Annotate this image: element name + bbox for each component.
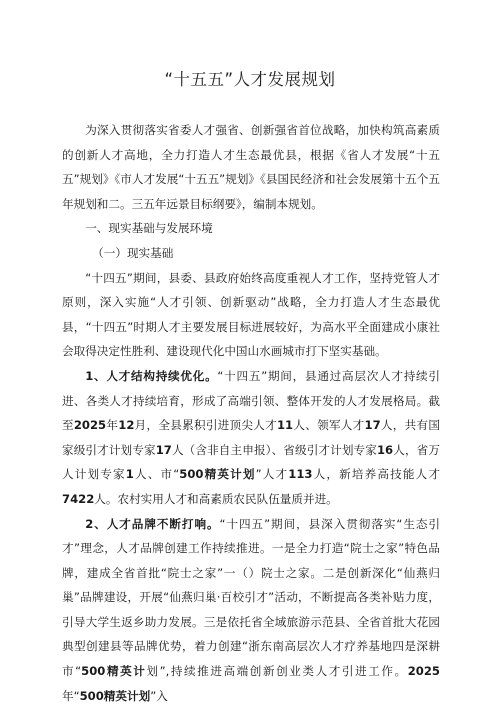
item1-text-run: ”人才 (256, 467, 289, 481)
item2-text-run: “十四五”期间，县深入贯彻落实“生态引才”理念，人才品牌创建工作持续推进。一是全力打造“院士之家”特色品牌，建成全省首批“院士之家”一（）院士之家。二是创新深化“仙燕归巢”品牌建设，开展“仙燕归巢·百校引才”活动，不断提高各类补贴力度，引导大学生返乡助力发展。三是依托省全域旅游示范县、全省首批大花园典型创建县等品牌优势，着力创建“浙东南高层次人才疗养基地四是深耕市“ (62, 517, 440, 679)
item1-text-run: 月，全县累积引进顶尖人才 (134, 418, 277, 432)
item1-text-run: 人（含非自主申报）、省级引才计划专家 (172, 443, 377, 457)
item1-text-run: 1 (126, 467, 134, 481)
item2-text-run: 2025 (408, 664, 440, 678)
item1-text-run: 人、市“ (134, 467, 179, 481)
item1-text-run: “十四五”期间，县通过高层次人才持续引进、各类人才持续培育，形成了高端引领、整体开发的人才发展格局。截至 (62, 369, 440, 432)
intro-paragraph: 为深入贯彻落实省委人才强省、创新强省首位战略，加快构筑高素质的创新人才高地，全力打造人才生态最优县，根据《省人才发展“十五五”规划》《市人才发展“十五五”规划》《县国民经济和社会发展第十五个五年规划和二。三五年远景目标纲要》，编制本规划。 (62, 118, 440, 216)
subsection-heading: （一）现实基础 (62, 241, 440, 266)
section-heading: 一、现实基础与发展环境 (62, 216, 440, 241)
item1-paragraph (62, 364, 440, 512)
item1-text-run: 16 (377, 443, 393, 457)
item1-text-run: 人，新培养高技能人才 (312, 467, 440, 481)
item2-lead: 2、人才品牌不断打响。 (85, 517, 219, 531)
item1-text-run: 人。农村实用人才和高素质农民队伍量质并进。 (94, 492, 337, 506)
item2-text-run: 500精英计划 (80, 689, 151, 703)
item2-text-run: 年“ (62, 689, 80, 703)
item2-text-run: 划”,持续推进高端创新创业类人才引进工作。 (146, 664, 407, 678)
item2-text-run: 500精英计 (81, 664, 146, 678)
item2-text-run: ”入 (150, 689, 168, 703)
item1-text-run: 17 (156, 443, 172, 457)
overview-paragraph: “十四五”期间，县委、县政府始终高度重视人才工作，坚持党管人才原则，深入实施“人才引领、创新驱动”战略，全力打造人才生态最优县，“十四五”时期人才主要发展目标进展较好，为高水平全面建成小康社会取得决定性胜利、建设现代化中国山水画城市打下坚实基础。 (62, 266, 440, 364)
item1-text-run: 人、领军人才 (293, 418, 364, 432)
item1-text-run: 年 (106, 418, 118, 432)
item1-lead: 1、人才结构持续优化。 (85, 369, 217, 383)
item1-text-run: 500精英计划 (179, 467, 255, 481)
item1-text-run: 人，共有国家级引才计划专家 (62, 418, 440, 457)
document-title: “十五五”人才发展规划 (0, 66, 500, 90)
item1-text-run: 113 (288, 467, 312, 481)
item2-paragraph (62, 512, 440, 708)
item1-text-run: 人，省万人计划专家 (62, 443, 440, 482)
item1-text-run: 17 (365, 418, 381, 432)
item1-text-run: 7422 (62, 492, 94, 506)
item1-text-run: 2025 (74, 418, 106, 432)
item1-text-run: 12 (118, 418, 134, 432)
document-body (62, 118, 440, 708)
item2-text (62, 517, 440, 703)
item1-text (62, 369, 440, 506)
item1-text-run: 11 (277, 418, 293, 432)
